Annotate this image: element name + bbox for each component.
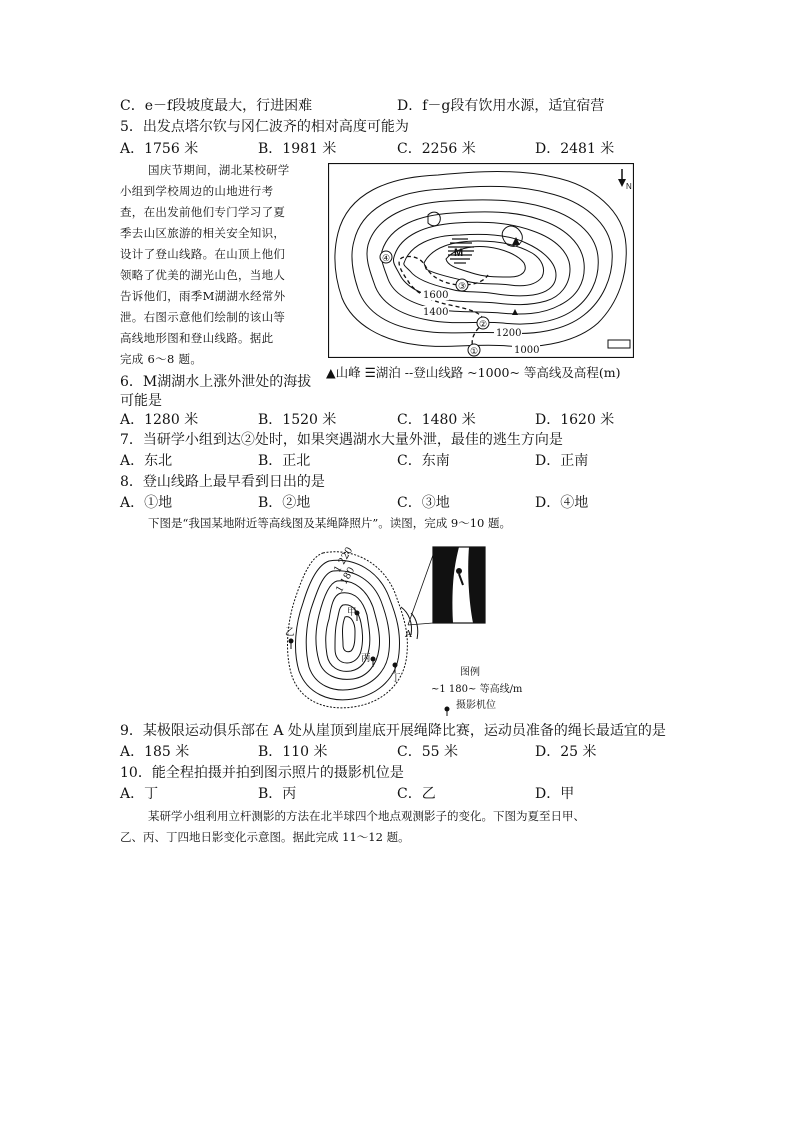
point-a-label: A <box>405 629 412 640</box>
camera-yi-label: 乙 <box>285 627 295 638</box>
q9-option-a: A．185 米 <box>120 744 190 760</box>
intro-line: 小组到学校周边的山地进行考 <box>120 184 274 198</box>
q5-stem: 5．出发点塔尔钦与冈仁波齐的相对高度可能为 <box>120 119 409 135</box>
lake-m-label: M <box>454 247 464 259</box>
intro-line: 告诉他们，雨季M湖湖水经常外 <box>120 289 286 303</box>
q6-stem-line2: 可能是 <box>120 393 162 409</box>
q9-option-b: B．110 米 <box>258 744 328 760</box>
q7-option-a: A．东北 <box>120 453 173 469</box>
q9-option-c: C．55 米 <box>397 744 458 760</box>
camera-ding-label: 丁 <box>391 673 401 684</box>
q8-option-c: C．③地 <box>397 495 450 511</box>
intro-line: 泄。右图示意他们绘制的该山等 <box>120 310 286 324</box>
map1-legend: ▲山峰 ☰湖泊 --登山线路 ~1000~ 等高线及高程(m) <box>326 365 621 380</box>
intro-line: 查，在出发前他们专门学习了夏 <box>120 205 286 219</box>
q7-option-c: C．东南 <box>397 453 450 469</box>
camera-bing-label: 丙 <box>361 653 371 664</box>
peak-icon <box>512 309 518 315</box>
q10-stem: 10．能全程拍摄并拍到图示照片的摄影机位是 <box>120 765 404 781</box>
intro-line: 完成 6～8 题。 <box>120 352 203 366</box>
q6-option-c: C．1480 米 <box>397 412 476 428</box>
contour-label-1000: 1000 <box>514 345 540 356</box>
q5-option-a: A．1756 米 <box>120 141 199 157</box>
q6-option-b: B．1520 米 <box>258 412 337 428</box>
q6-stem-line1: 6．M湖湖水上涨外泄处的海拔 <box>120 374 312 390</box>
camera-icon <box>442 701 452 711</box>
q4-option-d: D．f－g段有饮用水源，适宜宿营 <box>397 98 605 114</box>
hiking-route-line <box>399 256 488 351</box>
q10-option-b: B．丙 <box>258 786 297 802</box>
point-4-label: ④ <box>381 254 391 264</box>
q7-option-b: B．正北 <box>258 453 311 469</box>
q5-option-d: D．2481 米 <box>535 141 615 157</box>
intro-line: 国庆节期间，湖北某校研学 <box>148 163 290 177</box>
intro-9-10: 下图是“我国某地附近等高线图及某绳降照片”。读图，完成 9～10 题。 <box>148 516 512 530</box>
map2-legend-camera: 摄影机位 <box>456 700 496 711</box>
q8-option-d: D．④地 <box>535 495 589 511</box>
q10-option-c: C．乙 <box>397 786 436 802</box>
map2-legend-contour: ~1 180~ 等高线/m <box>431 684 523 695</box>
contour-label-1600: 1600 <box>423 290 449 301</box>
q9-stem: 9．某极限运动俱乐部在 A 处从崖顶到崖底开展绳降比赛，运动员准备的绳长最适宜的是 <box>120 723 666 739</box>
q8-option-b: B．②地 <box>258 495 311 511</box>
intro-line: 领略了优美的湖光山色，当地人 <box>120 268 286 282</box>
intro-11-12-line2: 乙、丙、丁四地日影变化示意图。据此完成 11～12 题。 <box>120 830 410 844</box>
contour-label-1400: 1400 <box>423 307 449 318</box>
intro-line: 季去山区旅游的相关安全知识， <box>120 226 286 240</box>
contour-label-1180: 1 180 <box>334 565 358 595</box>
contour-map-svg <box>328 163 634 358</box>
intro-line: 高线地形图和登山线路。据此 <box>120 331 274 345</box>
map2-legend-title: 图例 <box>460 667 480 678</box>
q6-option-a: A．1280 米 <box>120 412 199 428</box>
q5-option-c: C．2256 米 <box>397 141 476 157</box>
intro-line: 设计了登山线路。在山顶上他们 <box>120 247 286 261</box>
contour-label-1200: 1200 <box>496 328 522 339</box>
intro-11-12-line1: 某研学小组利用立杆测影的方法在北半球四个地点观测影子的变化。下图为夏至日甲、 <box>148 809 585 823</box>
q4-option-c: C．e－f段坡度最大，行进困难 <box>120 98 313 114</box>
q7-option-d: D．正南 <box>535 453 589 469</box>
north-label: N <box>626 182 632 191</box>
q8-stem: 8．登山线路上最早看到日出的是 <box>120 474 325 490</box>
q9-option-d: D．25 米 <box>535 744 597 760</box>
contour-label-1220: 1 220 <box>332 545 356 575</box>
q5-option-b: B．1981 米 <box>258 141 337 157</box>
point-3-label: ③ <box>457 282 467 292</box>
contour-map-mountain-lake <box>328 163 634 358</box>
point-1-label: ① <box>469 347 479 357</box>
camera-jia-label: 甲 <box>347 607 357 618</box>
point-2-label: ② <box>478 320 488 330</box>
q8-option-a: A．①地 <box>120 495 173 511</box>
scale-bar-icon <box>608 340 630 348</box>
q10-option-d: D．甲 <box>535 786 575 802</box>
q6-option-d: D．1620 米 <box>535 412 615 428</box>
q7-stem: 7．当研学小组到达②处时，如果突遇湖水大量外泄，最佳的逃生方向是 <box>120 432 563 448</box>
q10-option-a: A．丁 <box>120 786 159 802</box>
